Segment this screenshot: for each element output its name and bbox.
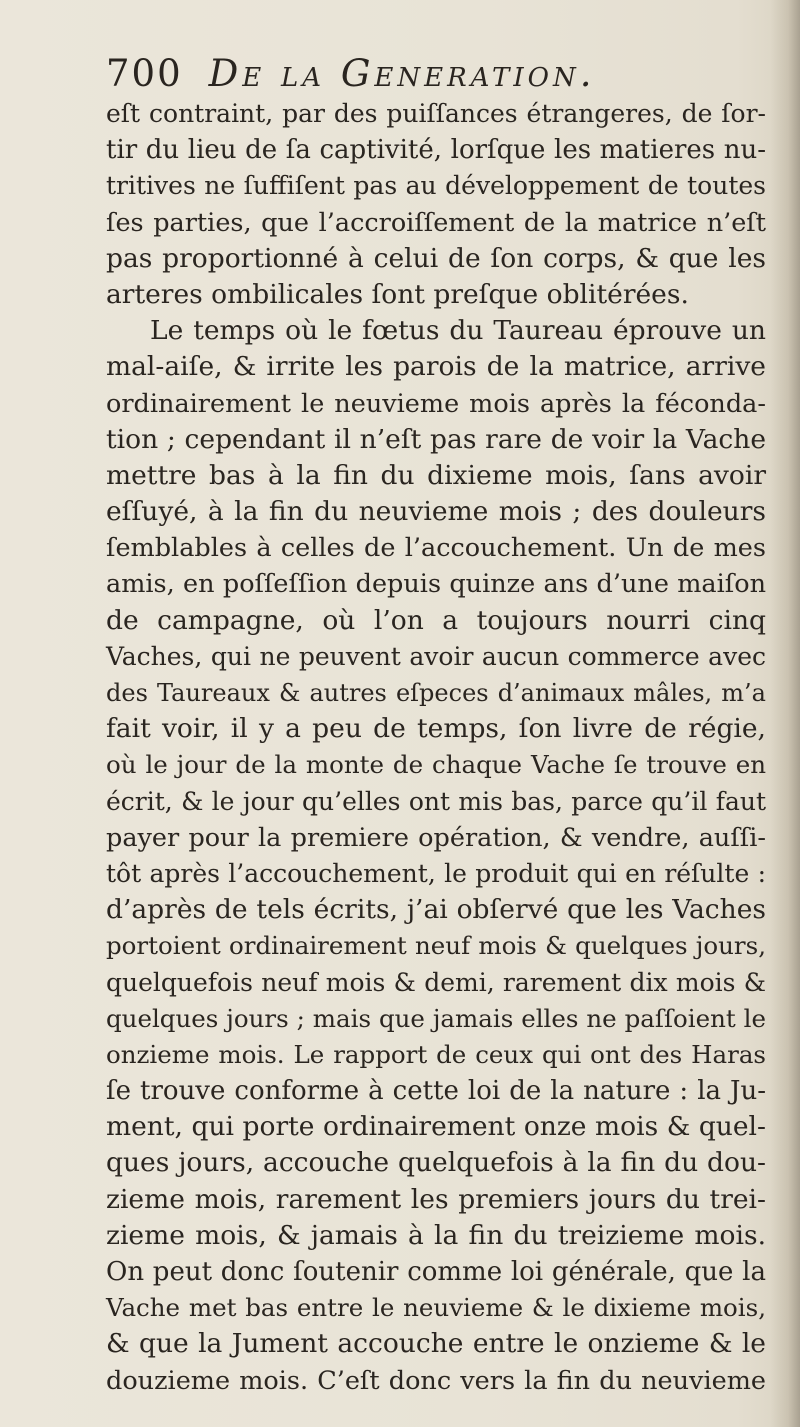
text-line: écrit, & le jour qu’elles ont mis bas, parce qu’il faut: [106, 786, 766, 816]
text-line: tôt après l’accouchement, le produit qui en réſulte :: [106, 858, 766, 888]
page-header: [106, 52, 766, 100]
text-line: mal-aiſe, & irrite les parois de la matrice, arrive: [106, 351, 766, 383]
text-line: tir du lieu de ſa captivité, lorſque les matieres nu-: [106, 135, 766, 166]
text-line: On peut donc ſoutenir comme loi générale, que la: [106, 1257, 766, 1287]
text-line: Vaches, qui ne peuvent avoir aucun commerce avec: [106, 641, 766, 671]
text-line: tritives ne ſuffiſent pas au développement de toutes: [106, 171, 766, 201]
text-line: eſt contraint, par des puiſſances étrangeres, de ſor-: [106, 99, 766, 128]
text-line: ment, qui porte ordinairement onze mois & quel-: [106, 1111, 766, 1143]
text-line: pas proportionné à celui de ſon corps, & que les: [106, 242, 766, 274]
text-line: quelques jours ; mais que jamais elles ne paſſoient le: [106, 1003, 766, 1033]
text-line: où le jour de la monte de chaque Vache ſe trouve en: [106, 750, 766, 780]
text-line: ſe trouve conforme à cette loi de la nature : la Ju-: [106, 1076, 766, 1107]
text-line: mettre bas à la fin du dixieme mois, ſans avoir: [106, 459, 766, 491]
text-line: zieme mois, rarement les premiers jours du trei-: [106, 1183, 766, 1215]
text-line: de campagne, où l’on a toujours nourri cinq: [106, 604, 766, 636]
text-line: eſſuyé, à la fin du neuvieme mois ; des douleurs: [106, 496, 766, 528]
text-line: tion ; cependant il n’eſt pas rare de voir la Vache: [106, 423, 766, 455]
paragraph-start-line: Le temps où le fœtus du Taureau éprouve un: [150, 315, 766, 347]
body-text: [106, 96, 766, 1399]
text-line: ques jours, accouche quelquefois à la fin du dou-: [106, 1147, 766, 1179]
text-line: quelquefois neuf mois & demi, rarement dix mois &: [106, 967, 766, 997]
text-line: des Taureaux & autres eſpeces d’animaux mâles, m’a: [106, 679, 766, 707]
text-line: d’après de tels écrits, j’ai obſervé que les Vaches: [106, 894, 766, 926]
text-line: ſes parties, que l’accroiſſement de la matrice n’eſt: [106, 207, 766, 238]
page-number: 700: [106, 52, 183, 95]
text-line: arteres ombilicales ſont preſque oblitérées.: [106, 278, 689, 310]
text-line: amis, en poſſeſſion depuis quinze ans d’une maiſon: [106, 569, 766, 600]
text-line: Vache met bas entre le neuvieme & le dixieme mois,: [106, 1293, 766, 1323]
text-line: & que la Jument accouche entre le onzieme & le: [106, 1328, 766, 1360]
running-title: De la Generation.: [208, 52, 596, 95]
text-line: onzieme mois. Le rapport de ceux qui ont des Haras: [106, 1039, 766, 1069]
text-line: fait voir, il y a peu de temps, ſon livre de régie,: [106, 713, 766, 745]
text-line: zieme mois, & jamais à la fin du treizieme mois.: [106, 1219, 766, 1251]
text-line: portoient ordinairement neuf mois & quelques jours,: [106, 931, 766, 961]
text-line: payer pour la premiere opération, & vendre, auſſi-: [106, 822, 766, 853]
text-line: ordinairement le neuvieme mois après la féconda-: [106, 388, 766, 419]
text-line: ſemblables à celles de l’accouchement. Un de mes: [106, 533, 766, 564]
page-edge-shadow: [770, 0, 800, 1427]
text-line: douzieme mois. C’eſt donc vers la fin du neuvieme: [106, 1365, 766, 1396]
